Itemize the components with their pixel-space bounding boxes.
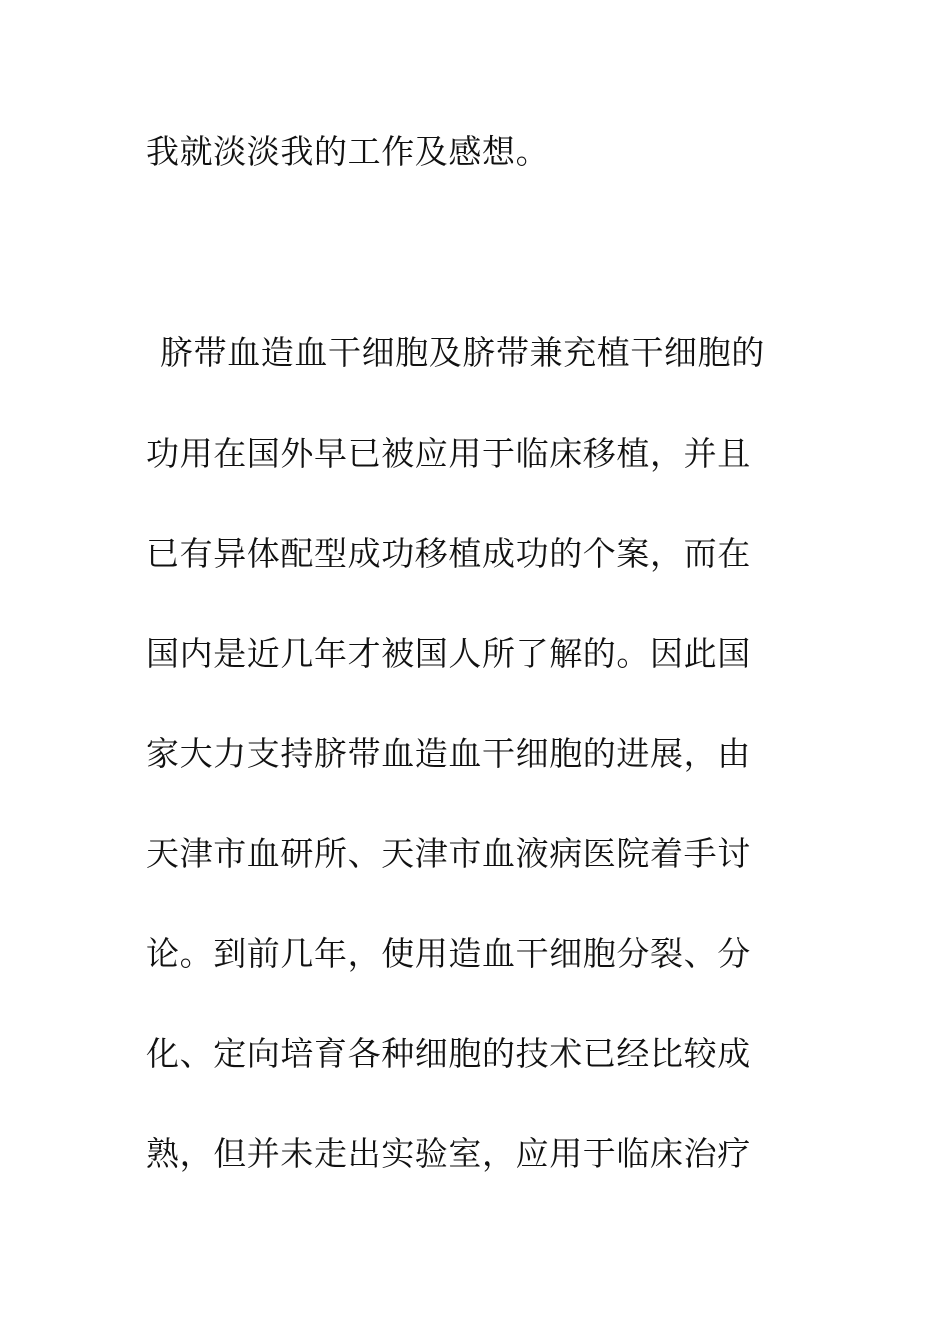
paragraph-line: 化、定向培育各种细胞的技术已经比较成 <box>146 1034 751 1073</box>
paragraph-line: 国内是近几年才被国人所了解的。因此国 <box>146 634 751 673</box>
paragraph-line: 家大力支持脐带血造血干细胞的进展，由 <box>146 734 751 773</box>
paragraph-line: 已有异体配型成功移植成功的个案，而在 <box>146 534 751 573</box>
paragraph-line: 功用在国外早已被应用于临床移植，并且 <box>146 434 751 473</box>
paragraph-line: 天津市血研所、天津市血液病医院着手讨 <box>146 834 751 873</box>
intro-line: 我就淡淡我的工作及感想。 <box>146 132 550 171</box>
paragraph-line: 脐带血造血干细胞及脐带兼充植干细胞的 <box>160 333 765 372</box>
paragraph-line: 论。到前几年，使用造血干细胞分裂、分 <box>146 934 751 973</box>
paragraph-line: 熟，但并未走出实验室，应用于临床治疗 <box>146 1134 751 1173</box>
